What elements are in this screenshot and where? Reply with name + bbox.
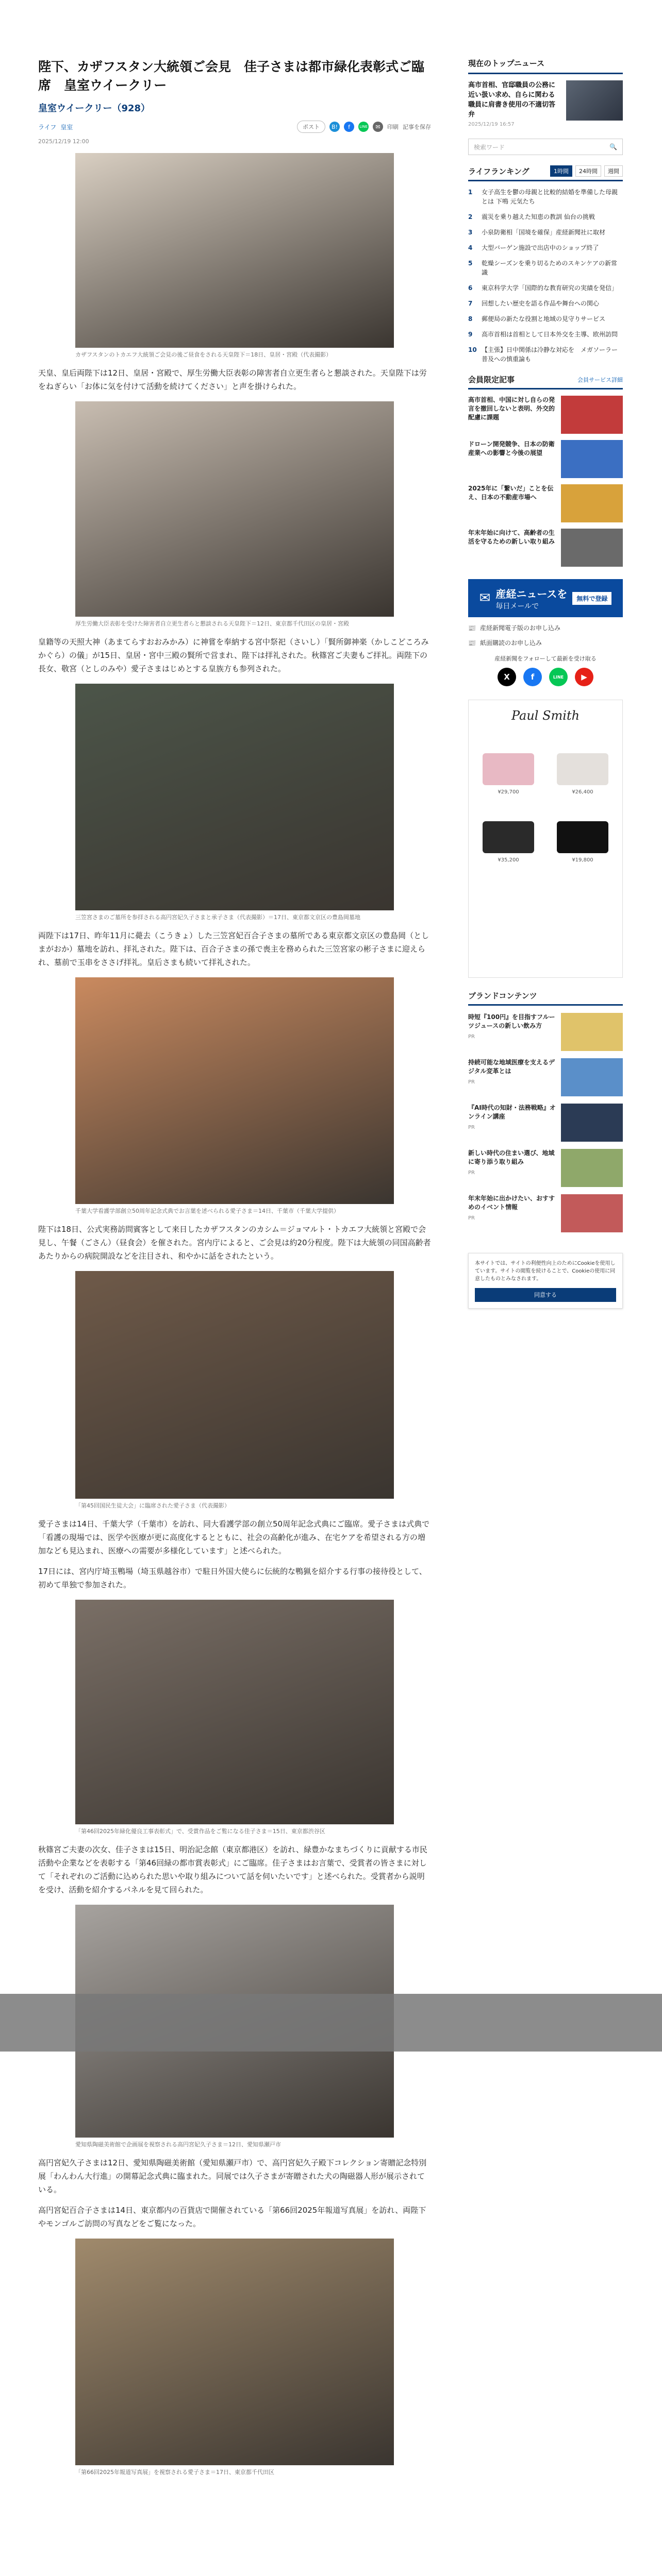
- ranking-item[interactable]: [468, 243, 623, 252]
- ranking-list: [468, 188, 623, 364]
- ranking-number: 10: [468, 346, 477, 353]
- banner-register-button[interactable]: 無料で登録: [572, 592, 611, 605]
- ad-price: ¥29,700: [498, 789, 519, 795]
- article-body: [38, 153, 431, 2477]
- photo-caption: 厚生労働大臣表彰を受けた障害者自立更生者らと懇談される天皇陛下＝12日、東京都千代田区の皇居・宮殿: [75, 620, 349, 627]
- ranking-item[interactable]: [468, 212, 623, 222]
- ranking-title: 小泉防衛相「国境を確保」産経新聞社に取材: [482, 229, 606, 236]
- ranking-number: 3: [468, 229, 473, 236]
- link-paper[interactable]: [468, 638, 623, 647]
- brand-item-text: 『AI時代の知財・法務戦略』オンライン講座: [468, 1104, 556, 1120]
- ranking-number: 1: [468, 189, 473, 196]
- article-title: 陛下、カザフスタン大統領ご会見 佳子さまは都市緑化表彰式ご臨席 皇室ウイークリー: [38, 59, 425, 93]
- article-paragraph: 高円宮妃久子さまは12日、愛知県陶磁美術館（愛知県瀬戸市）で、高円宮妃久子殿下コレクション寄贈記念特別展「わんわん大行進」の開幕記念式典に臨まれた。同展では久子さまが寄贈された犬の陶磁器人形が展示されている。: [38, 2158, 427, 2194]
- ranking-number: 9: [468, 331, 473, 338]
- member-article[interactable]: [468, 484, 623, 522]
- ranking-item[interactable]: [468, 299, 623, 308]
- tab-1h[interactable]: 1時間: [550, 165, 572, 177]
- article-paragraph: 陛下は18日、公式実務訪問賓客として来日したカザフスタンのカシム＝ジョマルト・トカエフ大統領と宮殿で会見し、午餐（ごさん）（昼食会）を催された。宮内庁によると、ご会見は約20分程度。陛下は大統領の同国高齢者あたりからの病院開設などを注目され、和やかに話をされたという。: [38, 1225, 431, 1261]
- ad-product[interactable]: [474, 801, 543, 863]
- print-button[interactable]: 印刷: [387, 124, 399, 130]
- photo-caption: 三笠宮さまのご墓所を参拝される高円宮妃久子さまと承子さま（代表撮影）＝17日、東京都文京区の豊島岡墓地: [75, 914, 360, 921]
- article-photo[interactable]: [75, 977, 394, 1204]
- save-article-button[interactable]: 記事を保存: [403, 124, 431, 130]
- ranking-item[interactable]: [468, 188, 623, 206]
- link-digital[interactable]: [468, 623, 623, 632]
- article-paragraph: 天皇、皇后両陛下は12日、皇居・宮殿で、厚生労働大臣表彰の障害者自立更生者らと懇談された。天皇陛下は労をねぎらい「お体に気を付けて活動を続けてください」と声を掛けられた。: [38, 368, 427, 391]
- ranking-number: 4: [468, 244, 473, 251]
- ranking-title: 大型バーゲン施設で出店中のショップ終了: [482, 244, 599, 251]
- article-paragraph: 17日には、宮内庁埼玉鴨場（埼玉県越谷市）で駐日外国大使らに伝統的な鴨猟を紹介する行事の接待役として、初めて単独で参加された。: [38, 1567, 427, 1589]
- article-photo[interactable]: [75, 1600, 394, 1824]
- top-news-title: 高市首相、官邸職員の公務に近い扱い求め、自らに関わる職員に肩書き使用の不適切答弁: [468, 81, 556, 118]
- article-paragraph: 両陛下は17日、昨年11月に薨去（こうきょ）した三笠宮妃百合子さまの墓所である東京都文京区の豊島岡（としまがおか）墓地を訪れ、拝礼された。陛下は、百合子さまの孫で喪主を務められた三笠宮家の彬子さまに迎えられ、墓前で玉串をささげ拝礼。皇后さまも続いて拝礼された。: [38, 931, 429, 967]
- brand-item-thumbnail: [561, 1194, 623, 1232]
- ad-grid: [474, 733, 617, 863]
- brand-item-title: [468, 1149, 556, 1187]
- brand-list: [468, 1013, 623, 1232]
- ranking-title: 高市首相は首相として日本外交を主導、欧州訪問: [482, 331, 618, 338]
- photo-caption: カザフスタンのトカエフ大統領ご会見の後ご昼食をされる天皇陛下＝18日、皇居・宮殿（代表撮影）: [75, 351, 332, 358]
- ranking-title: 郵便局の新たな役割と地域の見守りサービス: [482, 315, 606, 323]
- line-icon[interactable]: LINE: [549, 668, 568, 686]
- ranking-item[interactable]: [468, 345, 623, 364]
- member-article[interactable]: [468, 396, 623, 434]
- facebook-icon[interactable]: f: [344, 122, 354, 132]
- youtube-icon[interactable]: ▶: [575, 668, 593, 686]
- ad-price: ¥19,800: [572, 857, 593, 863]
- x-icon[interactable]: X: [498, 668, 516, 686]
- ranking-title: 女子高生を鬱の母親と比較的結婚を準備した母親とは 下鳴 元気たち: [482, 189, 618, 205]
- ranking-title: 回想したい歴史を語る作品や舞台への関心: [482, 300, 600, 307]
- article-paragraph: 高円宮妃百合子さまは14日、東京都内の百貨店で開催されている「第66回2025年報道写真展」を訪れ、両陛下やモンゴルご訪問の写真などをご覧になった。: [38, 2206, 426, 2228]
- tags: [38, 123, 73, 131]
- ranking-number: 8: [468, 315, 473, 323]
- photo-caption: 千葉大学看護学部創立50周年記念式典でお言葉を述べられる愛子さま＝14日、千葉市（千葉大学提供）: [75, 1208, 339, 1214]
- brand-item-pr: PR: [468, 1079, 475, 1085]
- article-paragraph: 秋篠宮ご夫妻の次女、佳子さまは15日、明治記念館（東京都港区）を訪れ、緑豊かなまちづくりに貢献する市民活動や企業などを表彰する「第46回緑の都市賞表彰式」にご臨席。佳子さまはお言葉で、受賞者の皆さまに対して「それぞれのご活動に込められた思いや取り組みについて話を伺いたいです」と述べられた。受賞者から説明を受け、活動を紹介するパネルを見て回られた。: [38, 1845, 427, 1894]
- brand-content-title: ブランドコンテンツ: [468, 990, 623, 1006]
- tag-life[interactable]: ライフ: [38, 123, 57, 131]
- ranking-item[interactable]: [468, 283, 623, 293]
- article-photo[interactable]: [75, 153, 394, 348]
- newsletter-banner[interactable]: [468, 579, 623, 617]
- brand-item-pr: PR: [468, 1215, 475, 1221]
- share-bar: [297, 121, 431, 133]
- tag-imperial[interactable]: 皇室: [60, 123, 73, 131]
- line-icon[interactable]: LINE: [358, 122, 369, 132]
- brand-item[interactable]: [468, 1104, 623, 1142]
- brand-item-text: 時短『100円』を目指すフルーツジュースの新しい飲み方: [468, 1013, 555, 1029]
- ad-product[interactable]: [548, 733, 617, 795]
- member-article-title: 2025年に「繋いだ」ことを伝え、日本の不動産市場へ: [468, 485, 554, 501]
- newspaper-icon: 📰: [468, 624, 476, 632]
- member-title: 会員限定記事: [468, 375, 515, 384]
- top-news-item[interactable]: [468, 80, 623, 127]
- photo-caption: 「第46回2025年緑化優良工事表彰式」で、受賞作品をご覧になる佳子さま＝15日、東京都渋谷区: [75, 1828, 325, 1835]
- ranking-number: 5: [468, 260, 473, 267]
- brand-item-thumbnail: [561, 1149, 623, 1187]
- mail-icon: ✉: [479, 590, 491, 606]
- member-article[interactable]: [468, 529, 623, 567]
- member-article-title: ドローン開発競争、日本の防衛産業への影響と今後の展望: [468, 440, 555, 456]
- article-photo[interactable]: [75, 684, 394, 910]
- ad-product[interactable]: [548, 801, 617, 863]
- cookie-accept-button[interactable]: 同意する: [475, 1288, 616, 1302]
- banner-title: 産経ニュースを: [495, 587, 568, 600]
- member-article-title: 高市首相、中国に対し自らの発言を撤回しないと表明、外交的配慮に課題: [468, 396, 555, 421]
- ranking-item[interactable]: [468, 259, 623, 277]
- brand-item-pr: PR: [468, 1034, 475, 1040]
- banner-subtitle: 毎日メールで: [495, 602, 539, 611]
- member-article-thumbnail: [561, 396, 623, 434]
- newspaper-icon: 📰: [468, 639, 476, 647]
- photo-caption: 愛知県陶磁美術館で企画展を視察される高円宮妃久子さま＝12日、愛知県瀬戸市: [75, 2141, 281, 2148]
- overlay-band: [0, 1994, 662, 2052]
- brand-item-pr: PR: [468, 1170, 475, 1176]
- brand-item[interactable]: [468, 1013, 623, 1051]
- search-box[interactable]: [468, 139, 623, 155]
- ranking-item[interactable]: [468, 228, 623, 237]
- top-news-date: 2025/12/19 16:57: [468, 122, 515, 127]
- brand-item-text: 持続可能な地域医療を支えるデジタル変革とは: [468, 1059, 555, 1075]
- ranking-item[interactable]: [468, 314, 623, 324]
- member-article-thumbnail: [561, 484, 623, 522]
- mail-icon[interactable]: ✉: [373, 122, 383, 132]
- hatena-icon[interactable]: B!: [329, 122, 340, 132]
- ad-price: ¥26,400: [572, 789, 593, 795]
- brand-item-title: [468, 1058, 556, 1096]
- ad-price: ¥35,200: [498, 857, 519, 863]
- brand-item-text: 年末年始に出かけたい、おすすめのイベント情報: [468, 1195, 555, 1211]
- ranking-title: ライフランキング: [468, 166, 529, 176]
- member-header: [468, 374, 623, 389]
- series-label[interactable]: 皇室ウイークリー（928）: [38, 103, 151, 114]
- product-image: [557, 821, 608, 853]
- ad-brand: Paul Smith: [511, 708, 580, 723]
- article-photo[interactable]: [75, 401, 394, 617]
- brand-item[interactable]: [468, 1194, 623, 1232]
- post-button[interactable]: ポスト: [297, 121, 325, 133]
- ranking-number: 7: [468, 300, 473, 307]
- top-news-heading: 現在のトップニュース: [468, 58, 623, 74]
- top-news-thumbnail: [566, 80, 623, 121]
- ranking-title: 【主張】日中関係は冷静な対応を メガソーラー普及への慎重論も: [482, 346, 618, 363]
- brand-item-title: [468, 1104, 556, 1142]
- brand-item-title: [468, 1013, 556, 1051]
- search-icon[interactable]: 🔍: [609, 143, 617, 150]
- brand-item-thumbnail: [561, 1104, 623, 1142]
- brand-item-title: [468, 1194, 556, 1232]
- meta-row: [38, 121, 431, 133]
- article-photo[interactable]: [75, 2239, 394, 2465]
- article-column: [38, 58, 431, 2477]
- link-digital-label: 産経新聞電子版のお申し込み: [479, 624, 560, 632]
- brand-item[interactable]: [468, 1058, 623, 1096]
- article-paragraph: 愛子さまは14日、千葉大学（千葉市）を訪れ、同大看護学部の創立50周年記念式典にご臨席。愛子さまは式典で「看護の現場では、医学や医療が更に高度化するとともに、社会の高齢化が進み、在宅ケアを希望される方の増加なども見込まれ、医療への需要が多様化しています」と述べられた。: [38, 1519, 430, 1555]
- ranking-number: 2: [468, 213, 473, 221]
- ranking-title: 乾燥シーズンを乗り切るためのスキンケアの新常識: [482, 260, 618, 276]
- photo-caption: 「第66回2025年報道写真展」を視察される愛子さま＝17日、東京都千代田区: [75, 2469, 274, 2476]
- product-image: [483, 753, 534, 785]
- cookie-notice: [468, 1253, 623, 1309]
- member-article-thumbnail: [561, 440, 623, 478]
- ranking-number: 6: [468, 284, 473, 292]
- sidebar: [468, 58, 623, 1309]
- brand-item-pr: PR: [468, 1125, 475, 1130]
- ranking-title: 震災を乗り越えた知恵の教訓 仙台の挑戦: [482, 213, 595, 221]
- cookie-text: 本サイトでは、サイトの利便性向上のためにCookieを使用しています。サイトの閲覧を続けることで、Cookieの使用に同意したものとみなされます。: [475, 1261, 616, 1282]
- ranking-header: [468, 165, 623, 181]
- brand-item[interactable]: [468, 1149, 623, 1187]
- photo-caption: 「第45回国民生徒大会」に臨席された愛子さま（代表撮影）: [75, 1502, 230, 1509]
- tab-week[interactable]: 週間: [604, 165, 623, 177]
- brand-item-thumbnail: [561, 1013, 623, 1051]
- facebook-icon[interactable]: f: [523, 668, 542, 686]
- publish-date: 2025/12/19 12:00: [38, 138, 89, 145]
- article-paragraph: 皇籍等の天照大神（あまてらすおおみかみ）に神嘗を奉納する宮中祭祀（さいし）「賢所御神楽（かしこどころみかぐら）の儀」が15日、皇居・宮中三殿の賢所で営まれ、陛下は拝礼された。秋篠宮ご夫妻もご拝礼。両陛下の長女、敬宮（としのみや）愛子さまはじめとする皇族方も参列された。: [38, 637, 429, 673]
- social-icons: [468, 668, 623, 686]
- search-input[interactable]: 検索ワード: [474, 143, 505, 151]
- member-article-title: 年末年始に向けて、高齢者の生活を守るための新しい取り組み: [468, 529, 555, 545]
- tab-24h[interactable]: 24時間: [575, 165, 601, 177]
- article-photo[interactable]: [75, 1271, 394, 1499]
- product-image: [557, 753, 608, 785]
- ranking-item[interactable]: [468, 330, 623, 339]
- ranking-title: 東京科学大学「国際的な教育研究の実績を発信」: [482, 284, 618, 292]
- link-paper-label: 紙面購読のお申し込み: [479, 639, 542, 647]
- advertisement[interactable]: [468, 700, 623, 978]
- member-list: [468, 396, 623, 567]
- brand-item-text: 新しい時代の住まい選び、地域に寄り添う取り組み: [468, 1149, 555, 1165]
- ad-product[interactable]: [474, 733, 543, 795]
- follow-text: 産経新聞をフォローして最新を受け取る: [494, 655, 597, 662]
- member-article-thumbnail: [561, 529, 623, 567]
- member-article[interactable]: [468, 440, 623, 478]
- ranking-tabs: [550, 165, 623, 177]
- product-image: [483, 821, 534, 853]
- brand-item-thumbnail: [561, 1058, 623, 1096]
- member-more-link[interactable]: 会員サービス詳細: [577, 376, 623, 383]
